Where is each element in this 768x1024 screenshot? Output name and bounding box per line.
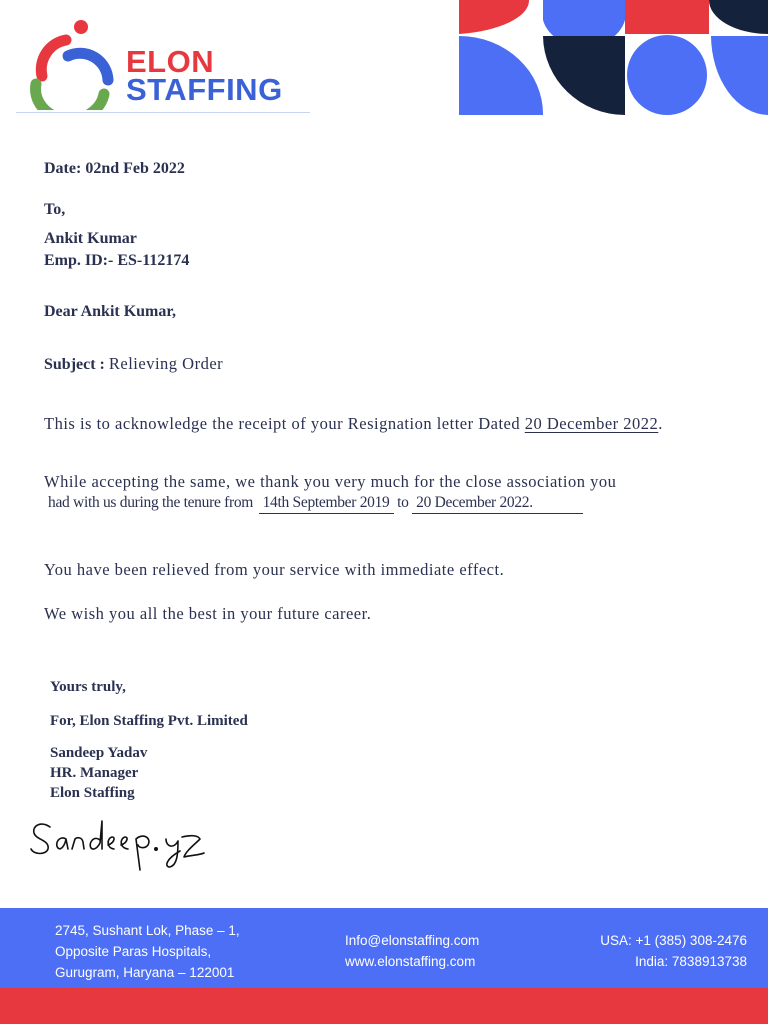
closing-yours-truly: Yours truly, bbox=[50, 679, 126, 695]
footer-phone-india: India: 7838913738 bbox=[635, 954, 747, 969]
paragraph-association-line2 bbox=[48, 494, 583, 514]
decorative-pattern bbox=[459, 0, 768, 115]
employee-id: Emp. ID:- ES-112174 bbox=[44, 252, 190, 269]
paragraph-association-line1: While accepting the same, we thank you very much for the close association you bbox=[44, 472, 617, 491]
brand-name-line2: STAFFING bbox=[126, 72, 283, 107]
signer-name: Sandeep Yadav bbox=[50, 745, 148, 761]
address-line-2: Opposite Paras Hospitals, bbox=[55, 944, 212, 959]
logo-divider bbox=[16, 112, 310, 113]
address-line-3: Gurugram, Haryana – 122001 bbox=[55, 965, 235, 980]
subject-line bbox=[44, 354, 223, 374]
para2-tenure-text: had with us during the tenure from bbox=[48, 494, 254, 511]
footer-accent-band bbox=[0, 988, 768, 1024]
handwritten-signature bbox=[28, 815, 213, 875]
to-label: To, bbox=[44, 201, 66, 218]
elon-staffing-logo-mark bbox=[28, 18, 120, 110]
resignation-date: 20 December 2022 bbox=[524, 414, 659, 433]
recipient-name: Ankit Kumar bbox=[44, 230, 137, 247]
letter-date: Date: 02nd Feb 2022 bbox=[44, 160, 185, 177]
address-line-1: 2745, Sushant Lok, Phase – 1, bbox=[55, 923, 240, 938]
footer-contact-web bbox=[345, 930, 479, 972]
salutation: Dear Ankit Kumar, bbox=[44, 303, 177, 320]
footer-phone-usa: USA: +1 (385) 308-2476 bbox=[600, 933, 747, 948]
footer-website-link[interactable]: www.elonstaffing.com bbox=[345, 954, 476, 969]
para1-text: This is to acknowledge the receipt of your Resignation letter Dated bbox=[44, 414, 521, 433]
paragraph-wishes: We wish you all the best in your future career. bbox=[44, 604, 372, 623]
footer-contact-phones bbox=[600, 930, 747, 972]
paragraph-relieved: You have been relieved from your service with immediate effect. bbox=[44, 560, 505, 579]
closing-company: For, Elon Staffing Pvt. Limited bbox=[50, 713, 248, 729]
footer-address bbox=[55, 920, 240, 983]
para2-to-word: to bbox=[397, 494, 409, 511]
signer-title: HR. Manager bbox=[50, 765, 139, 781]
footer-email-link[interactable]: Info@elonstaffing.com bbox=[345, 933, 480, 948]
subject-label: Subject : bbox=[44, 356, 105, 373]
tenure-end-date: 20 December 2022. bbox=[412, 494, 583, 514]
tenure-start-date: 14th September 2019 bbox=[259, 494, 394, 514]
signer-organization: Elon Staffing bbox=[50, 785, 135, 801]
paragraph-acknowledgement bbox=[44, 414, 663, 434]
para1-end: . bbox=[658, 414, 663, 433]
brand-name-line1: ELON bbox=[126, 44, 215, 79]
subject-value: Relieving Order bbox=[108, 354, 224, 373]
